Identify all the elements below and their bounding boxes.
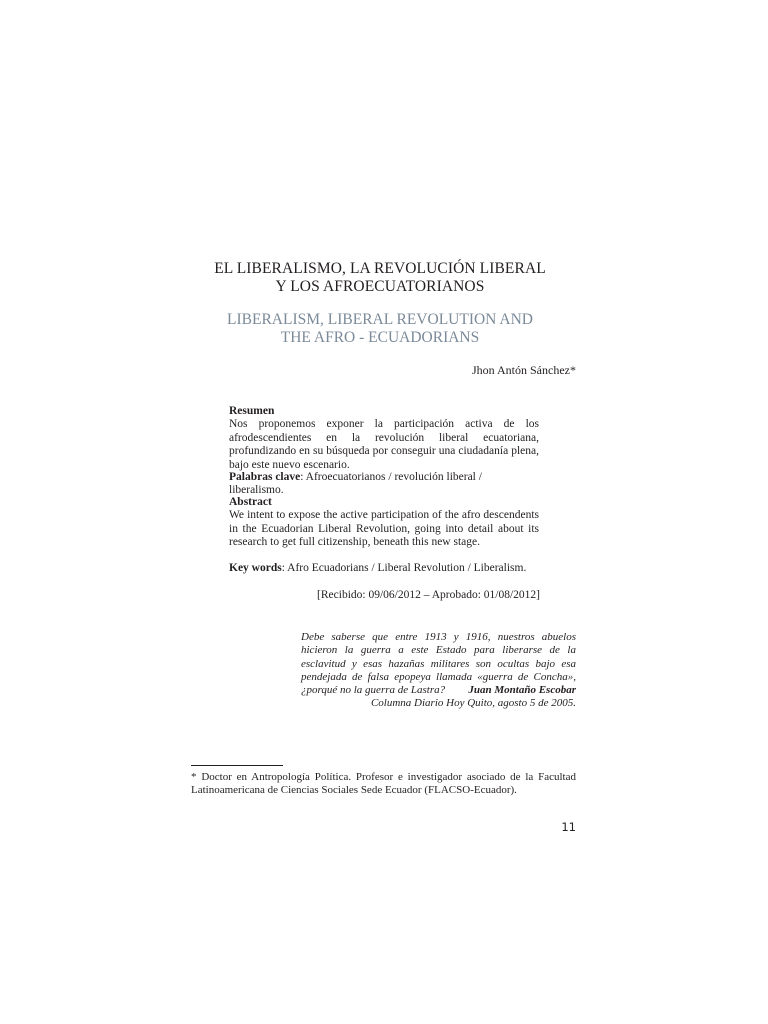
key-words-text: : Afro Ecuadorians / Liberal Revolution / Liberalism. <box>281 562 527 574</box>
title-es-line-2: Y LOS AFROECUATORIANOS <box>275 278 485 295</box>
author-name: Jhon Antón Sánchez* <box>472 363 576 377</box>
received-approved-dates: [Recibido: 09/06/2012 – Aprobado: 01/08/2012] <box>317 589 540 601</box>
resumen-heading: Resumen <box>229 405 275 417</box>
article-title-spanish <box>190 260 570 296</box>
author-footnote: * Doctor en Antropología Política. Profesor e investigador asociado de la Facultad Latinoamericana de Ciencias Sociales Sede Ecuador (FLACSO-Ecuador). <box>191 771 576 797</box>
palabras-clave-section <box>229 471 539 498</box>
epigraph-author: Juan Montaño Escobar <box>468 684 576 696</box>
palabras-clave-text: : Afroecuatorianos / revolución liberal / liberalismo. <box>229 471 482 497</box>
title-es-line-1: EL LIBERALISMO, LA REVOLUCIÓN LIBERAL <box>214 260 546 277</box>
epigraph-quote: Debe saberse que entre 1913 y 1916, nuestros abuelos hicieron la guerra a este Estado para liberarse de la esclavitud y esas hazañas militares son ocultas bajo esa pendejada de falsa epopeya llamada «guerra de Concha», ¿porqué no la guerra de Lastra? <box>301 631 576 697</box>
title-en-line-1: LIBERALISM, LIBERAL REVOLUTION AND <box>227 311 533 328</box>
epigraph-source: Columna Diario Hoy Quito, agosto 5 de 2005. <box>370 697 576 709</box>
footnote-divider <box>191 765 283 766</box>
abstract-heading: Abstract <box>229 496 272 508</box>
key-words-section <box>229 562 539 575</box>
page-number: 11 <box>561 820 576 834</box>
abstract-section <box>229 496 539 550</box>
abstract-text: We intent to expose the active participation of the afro descendents in the Ecuadorian Liberal Revolution, going into detail about its research to get full citizenship, beneath this new stage. <box>229 509 539 549</box>
key-words-label: Key words <box>229 562 282 574</box>
title-en-line-2: THE AFRO - ECUADORIANS <box>280 329 480 346</box>
palabras-clave-label: Palabras clave <box>229 471 301 483</box>
resumen-text: Nos proponemos exponer la participación activa de los afrodescendientes en la revolución liberal ecuatoriana, profundizando en su búsqueda por conseguir una ciudadanía plena, bajo este nuevo escenario. <box>229 418 539 471</box>
article-title-english <box>190 311 570 347</box>
resumen-section <box>229 405 539 472</box>
